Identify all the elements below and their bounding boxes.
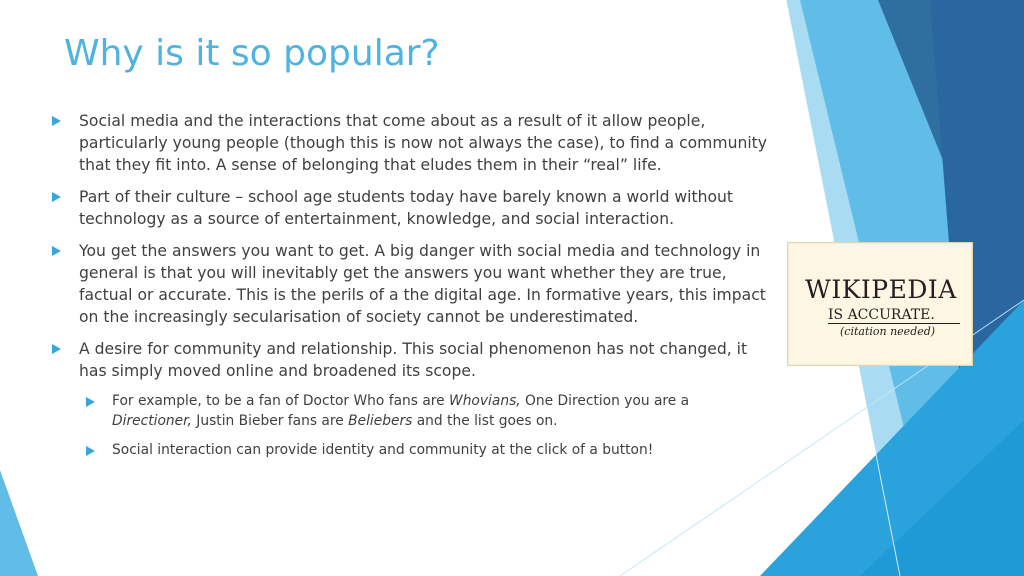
bullet-list [50, 110, 768, 471]
sub-bullet-text: For example, to be a fan of Doctor Who fans are Whovians, One Direction you are a Directioner, Justin Bieber fans are Beliebers and the list goes on. [112, 393, 690, 429]
bullet-arrow-icon [52, 116, 61, 126]
page-title: Why is it so popular? [64, 33, 440, 74]
deco-left-wedge [0, 470, 38, 576]
bullet-text: Part of their culture – school age students today have barely known a world without technology as a source of entertainment, knowledge, and social interaction. [79, 188, 734, 228]
bullet-text: Social media and the interactions that come about as a result of it allow people, particularly young people (though this is now not always the case), to find a community that they fit into. A sense of belonging that eludes them in their “real” life. [79, 112, 768, 174]
wikipedia-image [787, 242, 973, 366]
list-item [50, 186, 768, 230]
bullet-text: You get the answers you want to get. A big danger with social media and technology in general is that you will inevitably get the answers you want whether they are true, factual or accurate. This is the perils of a the digital age. In formative years, this impact on the increasingly secularisation of society cannot be underestimated. [79, 242, 766, 326]
sub-list-item [84, 441, 768, 461]
wikipedia-caption: (citation needed) [840, 325, 936, 338]
bullet-arrow-icon [52, 192, 61, 202]
list-item [50, 110, 768, 176]
bullet-text: A desire for community and relationship. This social phenomenon has not changed, it has simply moved online and broadened its scope. [79, 340, 748, 380]
sub-bullet-arrow-icon [86, 397, 95, 407]
wikipedia-wordmark: WIKIPEDIA [805, 275, 957, 304]
bullet-arrow-icon [52, 344, 61, 354]
bullet-arrow-icon [52, 246, 61, 256]
sub-list-item [84, 392, 768, 431]
sub-bullet-arrow-icon [86, 446, 95, 456]
list-item [50, 338, 768, 382]
sub-bullet-text: Social interaction can provide identity and community at the click of a button! [112, 442, 654, 458]
wikipedia-subtitle: IS ACCURATE. [828, 307, 935, 323]
list-item [50, 240, 768, 328]
wikipedia-divider [828, 323, 960, 324]
